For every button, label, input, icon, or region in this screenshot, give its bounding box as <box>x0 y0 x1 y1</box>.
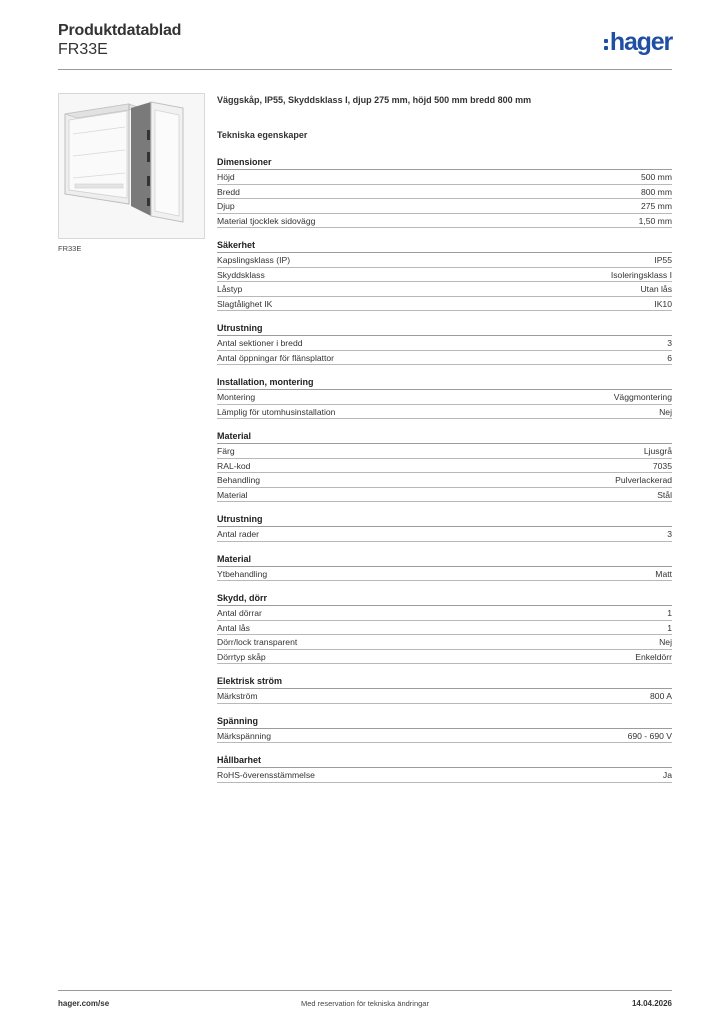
section-spacer <box>217 228 672 239</box>
section-title: Material <box>217 430 672 444</box>
spec-value: IP55 <box>654 255 672 265</box>
section-title: Skydd, dörr <box>217 592 672 606</box>
spec-row <box>217 351 672 366</box>
spec-row <box>217 527 672 542</box>
spec-row <box>217 185 672 200</box>
document-title: Produktdatablad <box>58 22 182 39</box>
section-title: Spänning <box>217 715 672 729</box>
spec-value: Pulverlackerad <box>615 475 672 485</box>
spec-label: Märkström <box>217 691 258 701</box>
section-title: Hållbarhet <box>217 754 672 768</box>
spec-label: RAL-kod <box>217 460 251 471</box>
spec-label: Behandling <box>217 475 261 485</box>
spec-row <box>217 282 672 297</box>
spec-section <box>217 592 672 675</box>
section-spacer <box>217 743 672 754</box>
spec-value: 6 <box>667 352 672 363</box>
spec-label: Antal rader <box>217 529 260 539</box>
spec-value: 690 - 690 V <box>627 730 672 741</box>
document-date: 14.04.2026 <box>631 999 672 1008</box>
section-title: Material <box>217 553 672 567</box>
spec-row <box>217 336 672 351</box>
spec-row <box>217 488 672 503</box>
spec-label: Bredd <box>217 186 240 197</box>
spec-label: Märkspänning <box>217 730 271 741</box>
spec-value: 7035 <box>652 460 672 471</box>
spec-section <box>217 322 672 376</box>
section-title: Dimensioner <box>217 156 672 170</box>
website-link[interactable]: hager.com/se <box>58 999 110 1008</box>
spec-row <box>217 729 672 744</box>
section-spacer <box>217 311 672 322</box>
spec-section <box>217 754 672 783</box>
spec-value: 3 <box>667 529 672 539</box>
spec-value: 1 <box>667 622 672 633</box>
spec-value: Ja <box>662 770 672 780</box>
spec-label: Färg <box>217 446 235 456</box>
spec-row <box>217 567 672 582</box>
spec-row <box>217 606 672 621</box>
spec-label: Slagtålighet IK <box>217 298 273 309</box>
spec-sections <box>217 156 672 783</box>
spec-row <box>217 635 672 650</box>
spec-row <box>217 768 672 783</box>
spec-value: Nej <box>659 637 672 647</box>
product-code: FR33E <box>58 41 108 58</box>
spec-value: 500 mm <box>640 172 672 182</box>
spec-row <box>217 621 672 636</box>
spec-label: Montering <box>217 392 256 402</box>
spec-label: Ytbehandling <box>217 568 268 579</box>
product-specifications <box>217 95 672 783</box>
spec-value: Isoleringsklass I <box>610 269 672 280</box>
spec-value: Enkeldörr <box>635 651 672 662</box>
spec-label: Material tjocklek sidovägg <box>217 215 316 226</box>
spec-row <box>217 650 672 665</box>
spec-value: 1,50 mm <box>638 215 672 226</box>
spec-label: Djup <box>217 201 235 211</box>
spec-value: IK10 <box>654 298 672 309</box>
spec-row <box>217 214 672 229</box>
spec-label: Antal sektioner i bredd <box>217 338 303 348</box>
section-spacer <box>217 365 672 376</box>
section-title: Utrustning <box>217 513 672 527</box>
spec-value: 800 A <box>650 691 672 701</box>
spec-value: 275 mm <box>640 201 672 211</box>
spec-row <box>217 199 672 214</box>
page-footer <box>58 990 672 1013</box>
spec-value: Väggmontering <box>613 392 672 402</box>
spec-row <box>217 170 672 185</box>
spec-value: Ljusgrå <box>643 446 672 456</box>
section-title: Säkerhet <box>217 239 672 253</box>
spec-section <box>217 376 672 430</box>
spec-section <box>217 156 672 239</box>
spec-value: Nej <box>659 406 672 417</box>
spec-label: Material <box>217 489 248 500</box>
spec-row <box>217 473 672 488</box>
spec-section <box>217 239 672 322</box>
spec-section <box>217 513 672 553</box>
spec-section <box>217 715 672 755</box>
hager-logo <box>604 28 672 56</box>
spec-label: Dörr/lock transparent <box>217 637 298 647</box>
spec-label: Antal dörrar <box>217 608 262 618</box>
spec-row <box>217 689 672 704</box>
spec-value: Stål <box>657 489 672 500</box>
logo-text: hager <box>609 27 672 56</box>
logo-colon-mark <box>604 39 608 50</box>
spec-label: Skyddsklass <box>217 269 265 280</box>
spec-section <box>217 675 672 715</box>
spec-value: Matt <box>655 568 672 579</box>
section-spacer <box>217 542 672 553</box>
spec-section <box>217 553 672 593</box>
spec-label: Antal lås <box>217 622 250 633</box>
section-spacer <box>217 664 672 675</box>
spec-label: RoHS-överensstämmelse <box>217 770 315 780</box>
spec-value: 1 <box>667 608 672 618</box>
section-spacer <box>217 581 672 592</box>
page-header <box>58 20 672 70</box>
spec-row <box>217 459 672 474</box>
section-title: Elektrisk ström <box>217 675 672 689</box>
spec-row <box>217 405 672 420</box>
spec-label: Lämplig för utomhusinstallation <box>217 406 336 417</box>
spec-label: Höjd <box>217 172 235 182</box>
spec-value: Utan lås <box>640 284 672 294</box>
section-title: Utrustning <box>217 322 672 336</box>
spec-row <box>217 253 672 268</box>
section-spacer <box>217 502 672 513</box>
spec-value: 3 <box>667 338 672 348</box>
spec-section <box>217 430 672 513</box>
section-title: Installation, montering <box>217 376 672 390</box>
spec-row <box>217 268 672 283</box>
section-spacer <box>217 704 672 715</box>
image-caption: FR33E <box>58 244 82 253</box>
spec-value: 800 mm <box>640 186 672 197</box>
spec-label: Dörrtyp skåp <box>217 651 266 662</box>
spec-label: Antal öppningar för flänsplattor <box>217 352 335 363</box>
enclosure-illustration <box>59 94 204 238</box>
spec-label: Låstyp <box>217 284 243 294</box>
spec-label: Kapslingsklass (IP) <box>217 255 291 265</box>
technical-properties-heading: Tekniska egenskaper <box>217 130 308 140</box>
disclaimer: Med reservation för tekniska ändringar <box>301 999 429 1008</box>
spec-row <box>217 390 672 405</box>
section-spacer <box>217 419 672 430</box>
product-description: Väggskåp, IP55, Skyddsklass I, djup 275 mm, höjd 500 mm bredd 800 mm <box>217 95 532 105</box>
spec-row <box>217 297 672 312</box>
spec-row <box>217 444 672 459</box>
product-image <box>58 93 205 239</box>
